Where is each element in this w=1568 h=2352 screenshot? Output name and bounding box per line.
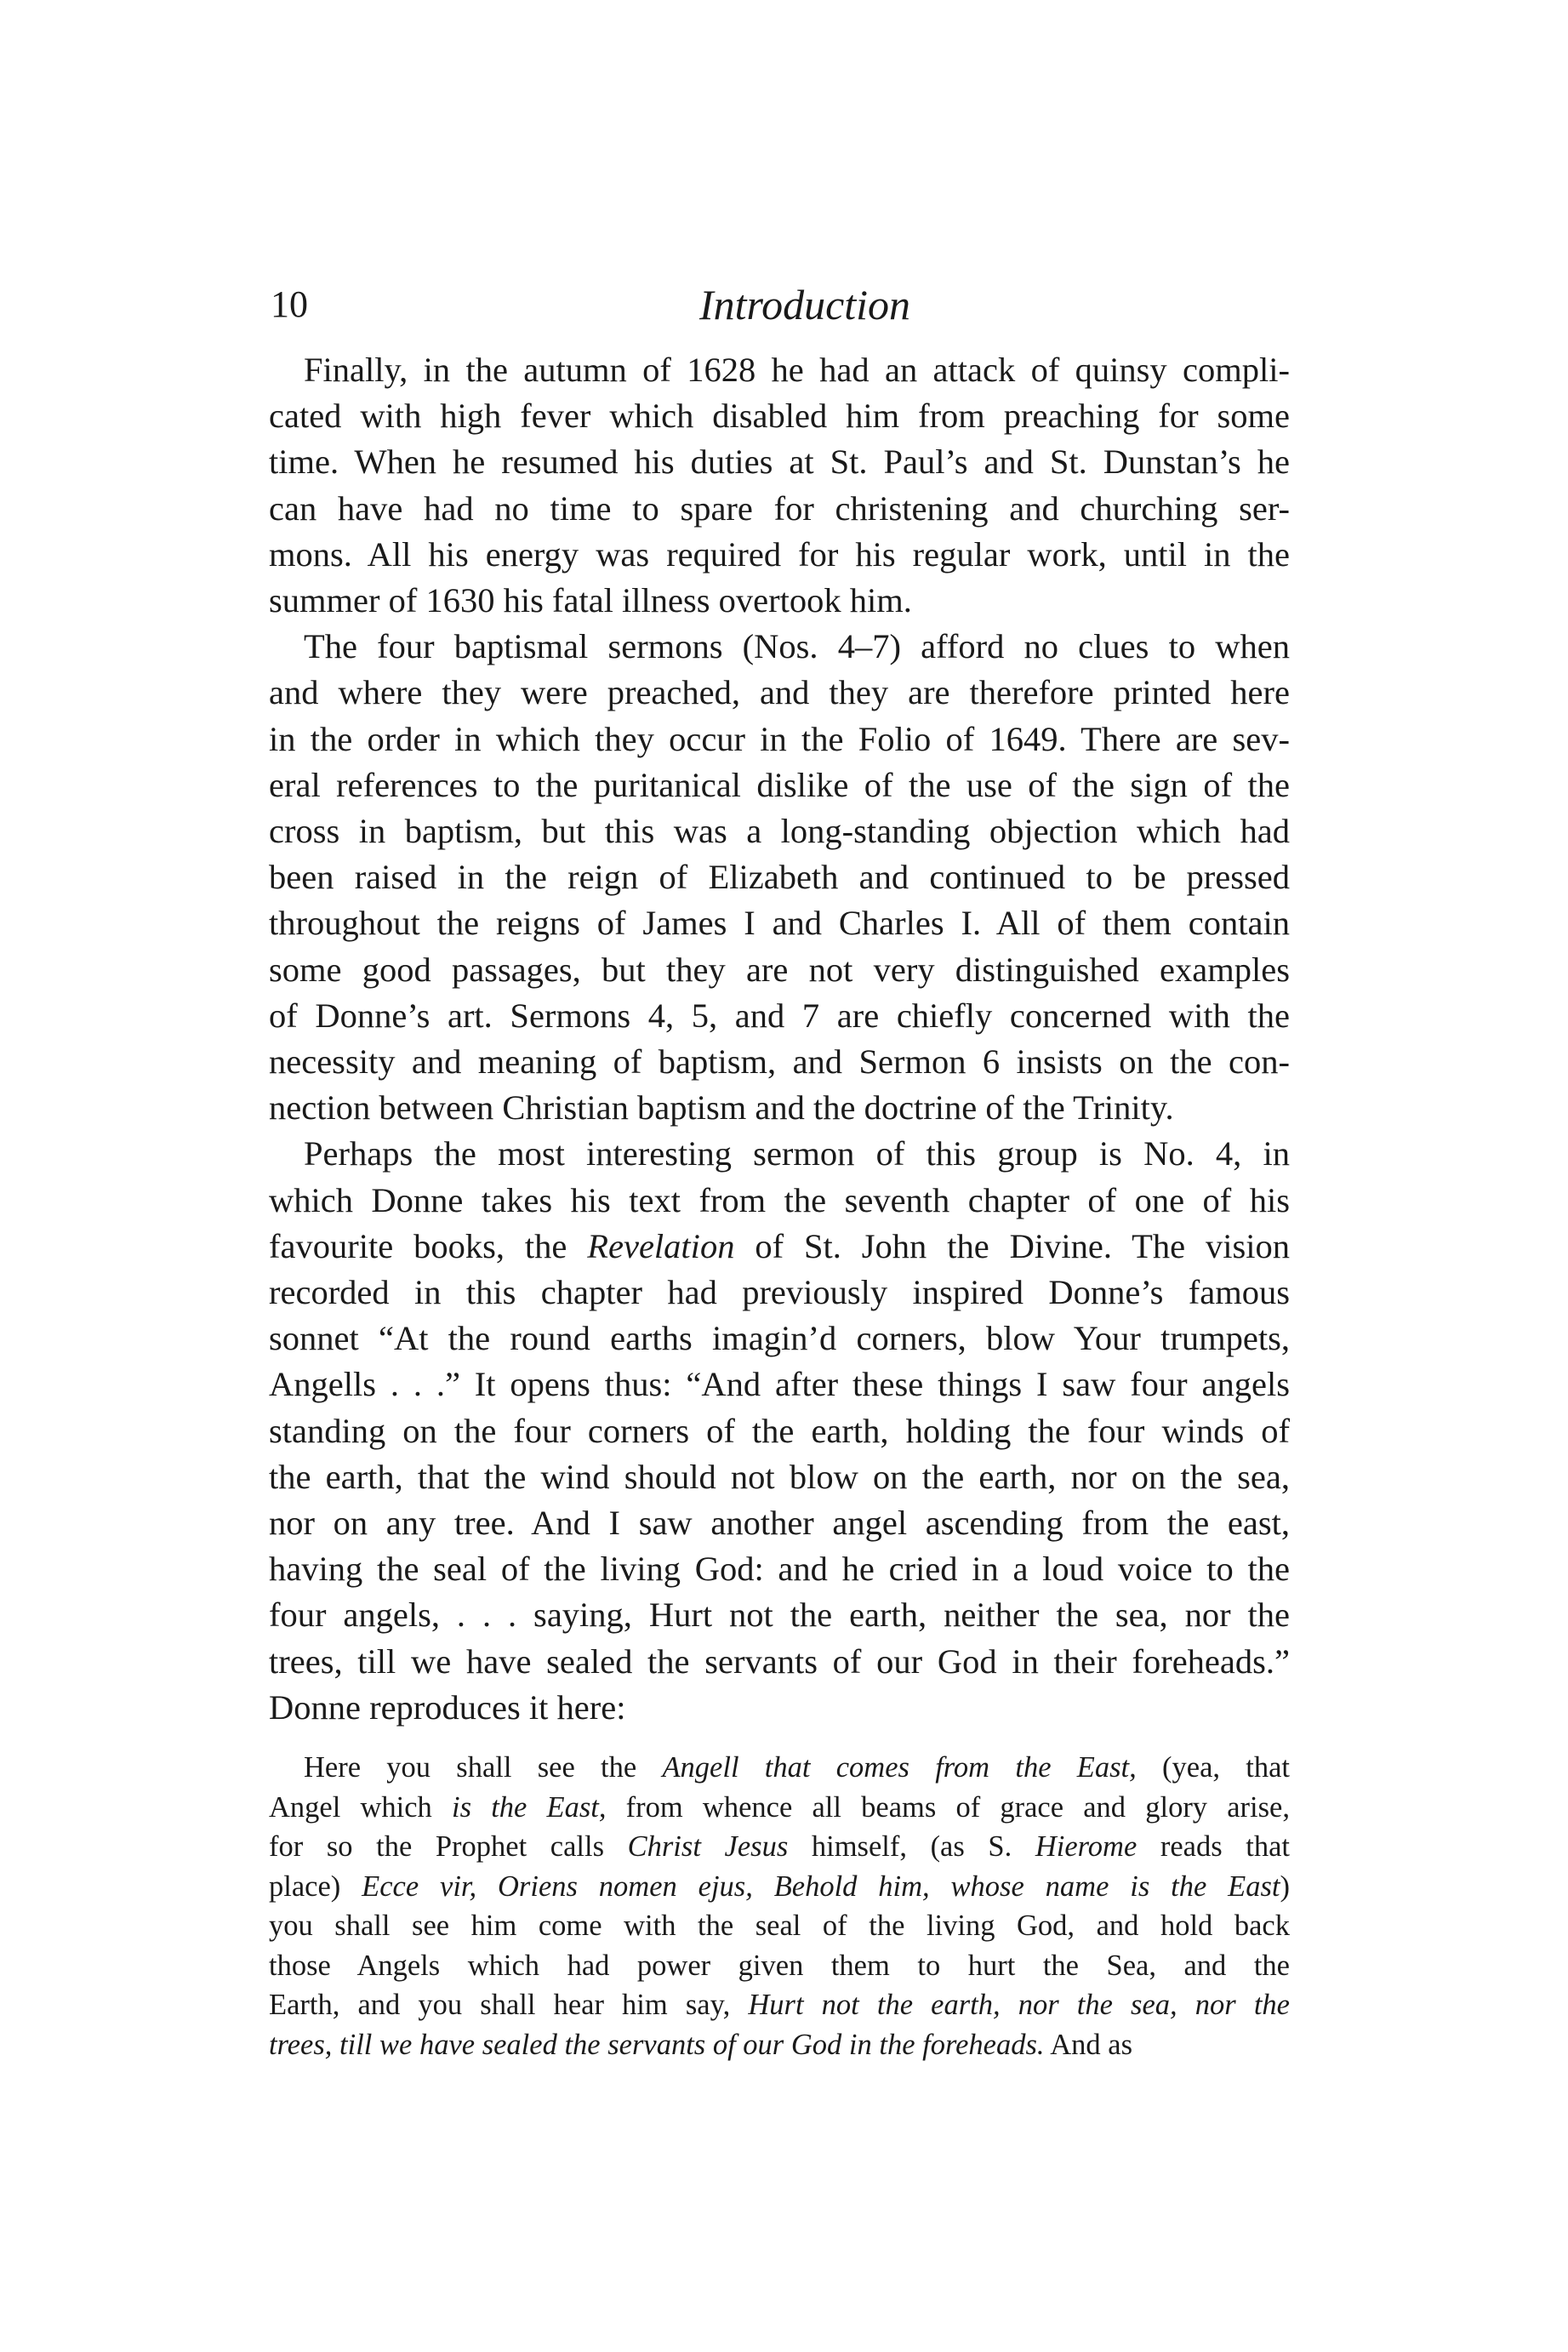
text-line: [269, 486, 1290, 532]
text-run: trees, till we have sealed the servants of our God in their foreheads.”: [269, 1641, 1290, 1681]
text-run: Finally, in the autumn of 1628 he had an attack of quinsy compli-: [304, 351, 1290, 389]
text-line: [269, 1592, 1290, 1638]
text-run: ): [1280, 1870, 1290, 1903]
text-line: [269, 1546, 1290, 1592]
text-run: standing on the four corners of the earth, holding the four winds of: [269, 1411, 1290, 1450]
text-line: [269, 1270, 1290, 1316]
text-run: cated with high fever which disabled him from preaching for some: [269, 397, 1290, 436]
page-number: 10: [271, 283, 308, 325]
italic-text: Revelation: [587, 1226, 735, 1265]
text-run: cross in baptism, but this was a long-standing objection which had: [269, 812, 1290, 851]
text-line: [269, 578, 1290, 624]
text-run: for so the Prophet calls: [269, 1830, 628, 1864]
text-line: [269, 1454, 1290, 1500]
text-run: from whence all beams of grace and glory arise,: [606, 1790, 1290, 1824]
text-run: Earth, and you shall hear him say,: [269, 1989, 749, 2022]
text-line: [269, 2025, 1290, 2065]
italic-text: Angell that comes from the East,: [662, 1751, 1137, 1784]
page-header: [271, 279, 1291, 339]
italic-text: Hurt not the earth, nor the sea, nor the: [748, 1989, 1290, 2022]
text-run: The four baptismal sermons (Nos. 4–7) afford no clues to when: [304, 627, 1290, 666]
text-run: in the order in which they occur in the Folio of 1649. There are sev-: [269, 719, 1290, 758]
text-run: four angels, . . . saying, Hurt not the earth, neither the sea, nor the: [269, 1596, 1290, 1635]
text-line: [269, 1639, 1290, 1685]
text-run: And as: [1044, 2028, 1133, 2061]
italic-text: trees, till we have sealed the servants of our God in the foreheads.: [269, 2028, 1045, 2061]
text-run: you shall see him come with the seal of the living God, and hold back: [269, 1910, 1290, 1943]
text-run: can have had no time to spare for christening and churching ser-: [269, 488, 1290, 528]
text-run: nection between Christian baptism and the doctrine of the Trinity.: [269, 1088, 1174, 1127]
text-line: [269, 1362, 1290, 1407]
paragraph-quinsy: [269, 347, 1290, 624]
italic-text: Christ Jesus: [627, 1830, 789, 1864]
italic-text: Hierome: [1035, 1830, 1138, 1864]
text-line: [269, 1946, 1290, 1986]
text-line: [269, 670, 1290, 716]
text-line: [269, 716, 1290, 762]
italic-text: is the East,: [452, 1790, 607, 1824]
paragraph-revelation-sermon: [269, 1131, 1290, 1731]
text-run: the earth, that the wind should not blow on the earth, nor on the sea,: [269, 1457, 1290, 1496]
text-run: sonnet “At the round earths imagin’d corners, blow Your trumpets,: [269, 1319, 1290, 1358]
text-run: Donne reproduces it here:: [269, 1687, 626, 1727]
text-line: [269, 1131, 1290, 1177]
text-line: [269, 1039, 1290, 1085]
text-run: Here you shall see the: [304, 1751, 663, 1784]
text-line: [269, 1316, 1290, 1362]
text-run: throughout the reigns of James I and Charles I. All of them contain: [269, 904, 1290, 943]
text-line: [269, 439, 1290, 485]
text-line: [269, 808, 1290, 854]
text-line: [269, 532, 1290, 578]
text-line: [269, 347, 1290, 393]
text-line: [269, 1985, 1290, 2025]
text-run: been raised in the reign of Elizabeth and continued to be pressed: [269, 858, 1290, 897]
text-line: [269, 1788, 1290, 1828]
block-quote: [269, 1748, 1290, 2064]
text-line: [269, 1408, 1290, 1454]
page-body: [269, 347, 1290, 2064]
text-line: [269, 1748, 1290, 1788]
text-run: Perhaps the most interesting sermon of this group is No. 4, in: [304, 1134, 1290, 1173]
text-line: [269, 1085, 1290, 1131]
text-run: (yea, that: [1136, 1751, 1291, 1784]
text-run: Angells . . .” It opens thus: “And after these things I saw four angels: [269, 1365, 1290, 1404]
text-line: [269, 1500, 1290, 1546]
text-run: favourite books, the: [269, 1226, 588, 1265]
text-run: of Donne’s art. Sermons 4, 5, and 7 are chiefly concerned with the: [269, 996, 1290, 1035]
text-run: Angel which: [269, 1790, 452, 1824]
text-run: those Angels which had power given them to hurt the Sea, and the: [269, 1949, 1290, 1982]
text-line: [269, 393, 1290, 439]
text-run: himself, (as S.: [788, 1830, 1035, 1864]
text-line: [269, 1867, 1290, 1907]
text-line: [269, 762, 1290, 808]
text-line: [269, 1178, 1290, 1224]
text-run: nor on any tree. And I saw another angel ascending from the east,: [269, 1504, 1290, 1543]
text-run: of St. John the Divine. The vision: [734, 1226, 1291, 1265]
text-line: [269, 624, 1290, 670]
text-run: summer of 1630 his fatal illness overtook him.: [269, 581, 912, 620]
text-run: eral references to the puritanical dislike of the use of the sign of the: [269, 765, 1290, 804]
text-run: some good passages, but they are not very distinguished examples: [269, 950, 1290, 989]
paragraph-baptismal-sermons: [269, 624, 1290, 1131]
italic-text: Ecce vir, Oriens nomen ejus, Behold him, whose name is the East: [362, 1870, 1280, 1903]
text-line: [269, 1827, 1290, 1867]
text-line: [269, 854, 1290, 900]
text-run: recorded in this chapter had previously inspired Donne’s famous: [269, 1273, 1290, 1312]
text-run: reads that: [1137, 1830, 1290, 1864]
text-run: mons. All his energy was required for his regular work, until in the: [269, 534, 1290, 574]
text-line: [269, 993, 1290, 1039]
text-line: [269, 1685, 1290, 1731]
text-run: necessity and meaning of baptism, and Sermon 6 insists on the con-: [269, 1042, 1290, 1082]
text-line: [269, 1224, 1290, 1270]
text-run: which Donne takes his text from the seventh chapter of one of his: [269, 1180, 1290, 1219]
running-head: Introduction: [698, 281, 911, 328]
text-run: having the seal of the living God: and he cried in a loud voice to the: [269, 1550, 1290, 1589]
text-line: [269, 947, 1290, 993]
text-run: time. When he resumed his duties at St. Paul’s and St. Dunstan’s he: [269, 442, 1290, 482]
text-run: place): [269, 1870, 362, 1903]
text-line: [269, 1906, 1290, 1946]
text-line: [269, 900, 1290, 946]
text-run: and where they were preached, and they are therefore printed here: [269, 673, 1290, 712]
